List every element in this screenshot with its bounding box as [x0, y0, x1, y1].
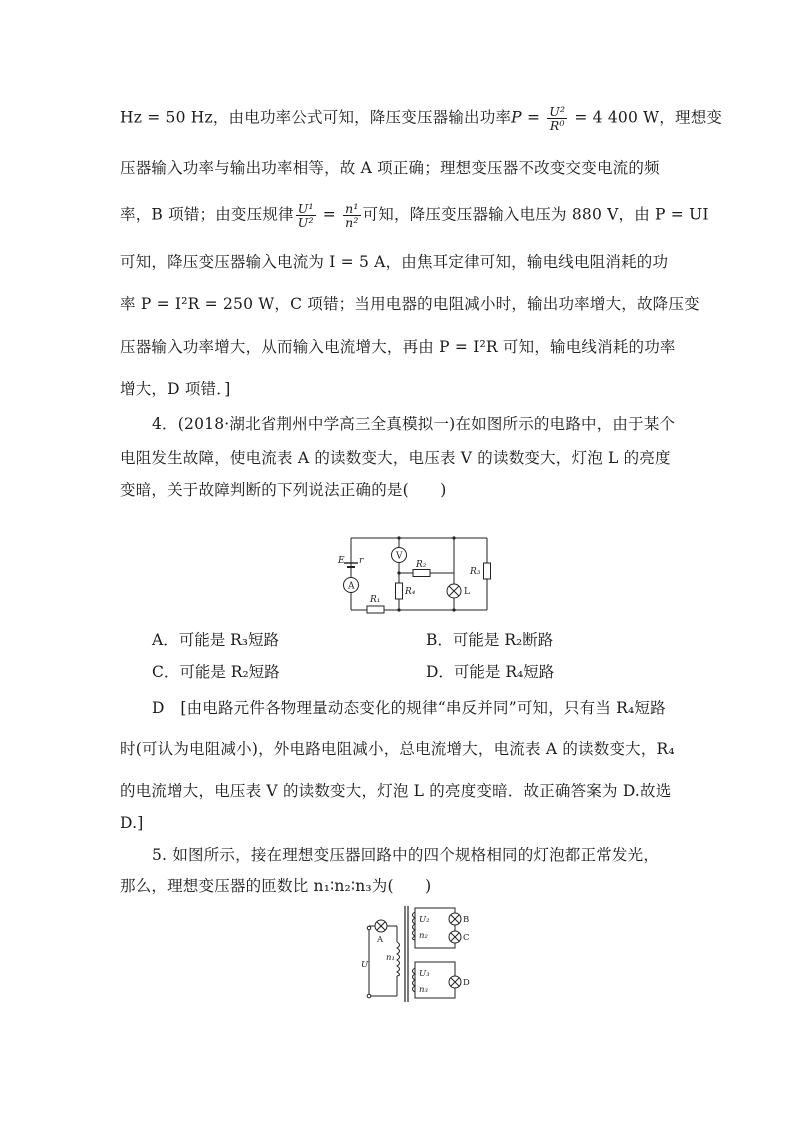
question-4-line: 电阻发生故障，使电流表 A 的读数变大，电压表 V 的读数变大，灯泡 L 的亮度	[120, 449, 671, 467]
label-r2: R₂	[416, 560, 427, 570]
label-a: A	[348, 581, 355, 592]
question-5-line: 5. 如图所示，接在理想变压器回路中的四个规格相同的灯泡都正常发光，	[152, 846, 660, 864]
label-n1: n₁	[386, 953, 395, 963]
label-b: B	[463, 915, 470, 925]
label-r: r	[359, 556, 364, 566]
text-line: 率 P = I²R = 250 W，C 项错；当用电器的电阻减小时，输出功率增大，故降压变	[120, 295, 700, 313]
resistor-r1-icon	[367, 606, 384, 613]
question-4-line: 4．(2018·湖北省荆州中学高三全真模拟一)在如图所示的电路中，由于某个	[152, 415, 676, 433]
fraction-u2-over-r0	[547, 105, 567, 132]
fraction-denominator: n²	[345, 215, 359, 230]
equals-sign: =	[521, 108, 546, 127]
fraction-u1-over-u2	[296, 202, 316, 229]
text-line: 可知，降压变压器输入电流为 I = 5 A，由焦耳定律可知，输电线电阻消耗的功	[120, 253, 669, 271]
text-line	[120, 105, 722, 132]
fraction-denominator: U²	[297, 215, 314, 230]
text-line: 增大，D 项错．]	[120, 380, 231, 398]
text-line: 压器输入功率与输出功率相等，故 A 项正确；理想变压器不改变交变电流的频	[120, 159, 660, 177]
label-l: L	[464, 587, 470, 597]
equals-sign: =	[317, 205, 342, 224]
resistor-r3-icon	[484, 563, 491, 579]
label-c: C	[463, 933, 470, 943]
label-v: V	[396, 551, 403, 562]
answer-4-line: D [由电路元件各物理量动态变化的规律“串反并同”可知，只有当 R₄短路	[152, 699, 666, 717]
question-4-line: 变暗，关于故障判断的下列说法正确的是( )	[120, 481, 447, 499]
variable-p: P	[511, 108, 522, 127]
label-r1: R₁	[370, 595, 381, 605]
answer-4-line: D.]	[120, 814, 144, 832]
resistor-r4-icon	[396, 583, 403, 599]
fraction-numerator: U¹	[297, 201, 314, 216]
resistor-r2-icon	[413, 570, 430, 577]
fraction-n1-over-n2	[343, 202, 360, 229]
answer-4-line: 时(可认为电阻减小)，外电路电阻减小，总电流增大，电流表 A 的读数变大，R₄	[120, 740, 675, 758]
label-n3: n₃	[419, 985, 428, 995]
fraction-numerator: U²	[549, 104, 566, 119]
label-u3: U₃	[419, 969, 430, 979]
text-fragment: Hz = 50 Hz，由电功率公式可知，降压变压器输出功率	[120, 108, 512, 127]
option-d: D．可能是 R₄短路	[426, 663, 555, 681]
label-a: A	[377, 935, 384, 945]
text-fragment: 率，B 项错；由变压规律	[120, 205, 294, 224]
answer-4-line: 的电流增大，电压表 V 的读数变大，灯泡 L 的亮度变暗．故正确答案为 D.故选	[120, 782, 672, 800]
label-r4: R₄	[405, 587, 416, 597]
lamp-d-icon	[449, 976, 461, 988]
lamp-icon	[447, 584, 461, 598]
text-line	[120, 202, 709, 229]
question-5-line: 那么，理想变压器的匝数比 n₁∶n₂∶n₃为( )	[120, 877, 432, 895]
lamp-b-icon	[449, 913, 461, 925]
text-line: 压器输入功率增大，从而输入电流增大，再由 P = I²R 可知，输电线消耗的功率	[120, 338, 676, 356]
fraction-numerator: n¹	[345, 201, 359, 216]
label-d: D	[463, 978, 470, 988]
transformer-diagram-q5	[355, 902, 485, 1004]
text-fragment: 可知，降压变压器输入电压为 880 V，由 P = UI	[362, 205, 709, 224]
lamp-c-icon	[449, 931, 461, 943]
lamp-a-icon	[375, 920, 387, 932]
label-e: E	[338, 556, 345, 566]
label-u: U	[361, 960, 369, 970]
fraction-denominator: R⁰	[549, 118, 565, 133]
label-r3: R₃	[470, 567, 481, 577]
text-fragment: = 4 400 W，理想变	[569, 108, 723, 127]
option-b: B．可能是 R₂断路	[426, 631, 554, 649]
circuit-diagram-q4	[330, 530, 500, 615]
label-u2: U₂	[419, 915, 430, 925]
option-c: C．可能是 R₂短路	[152, 663, 280, 681]
option-a: A．可能是 R₃短路	[152, 631, 280, 649]
label-n2: n₂	[419, 931, 428, 941]
